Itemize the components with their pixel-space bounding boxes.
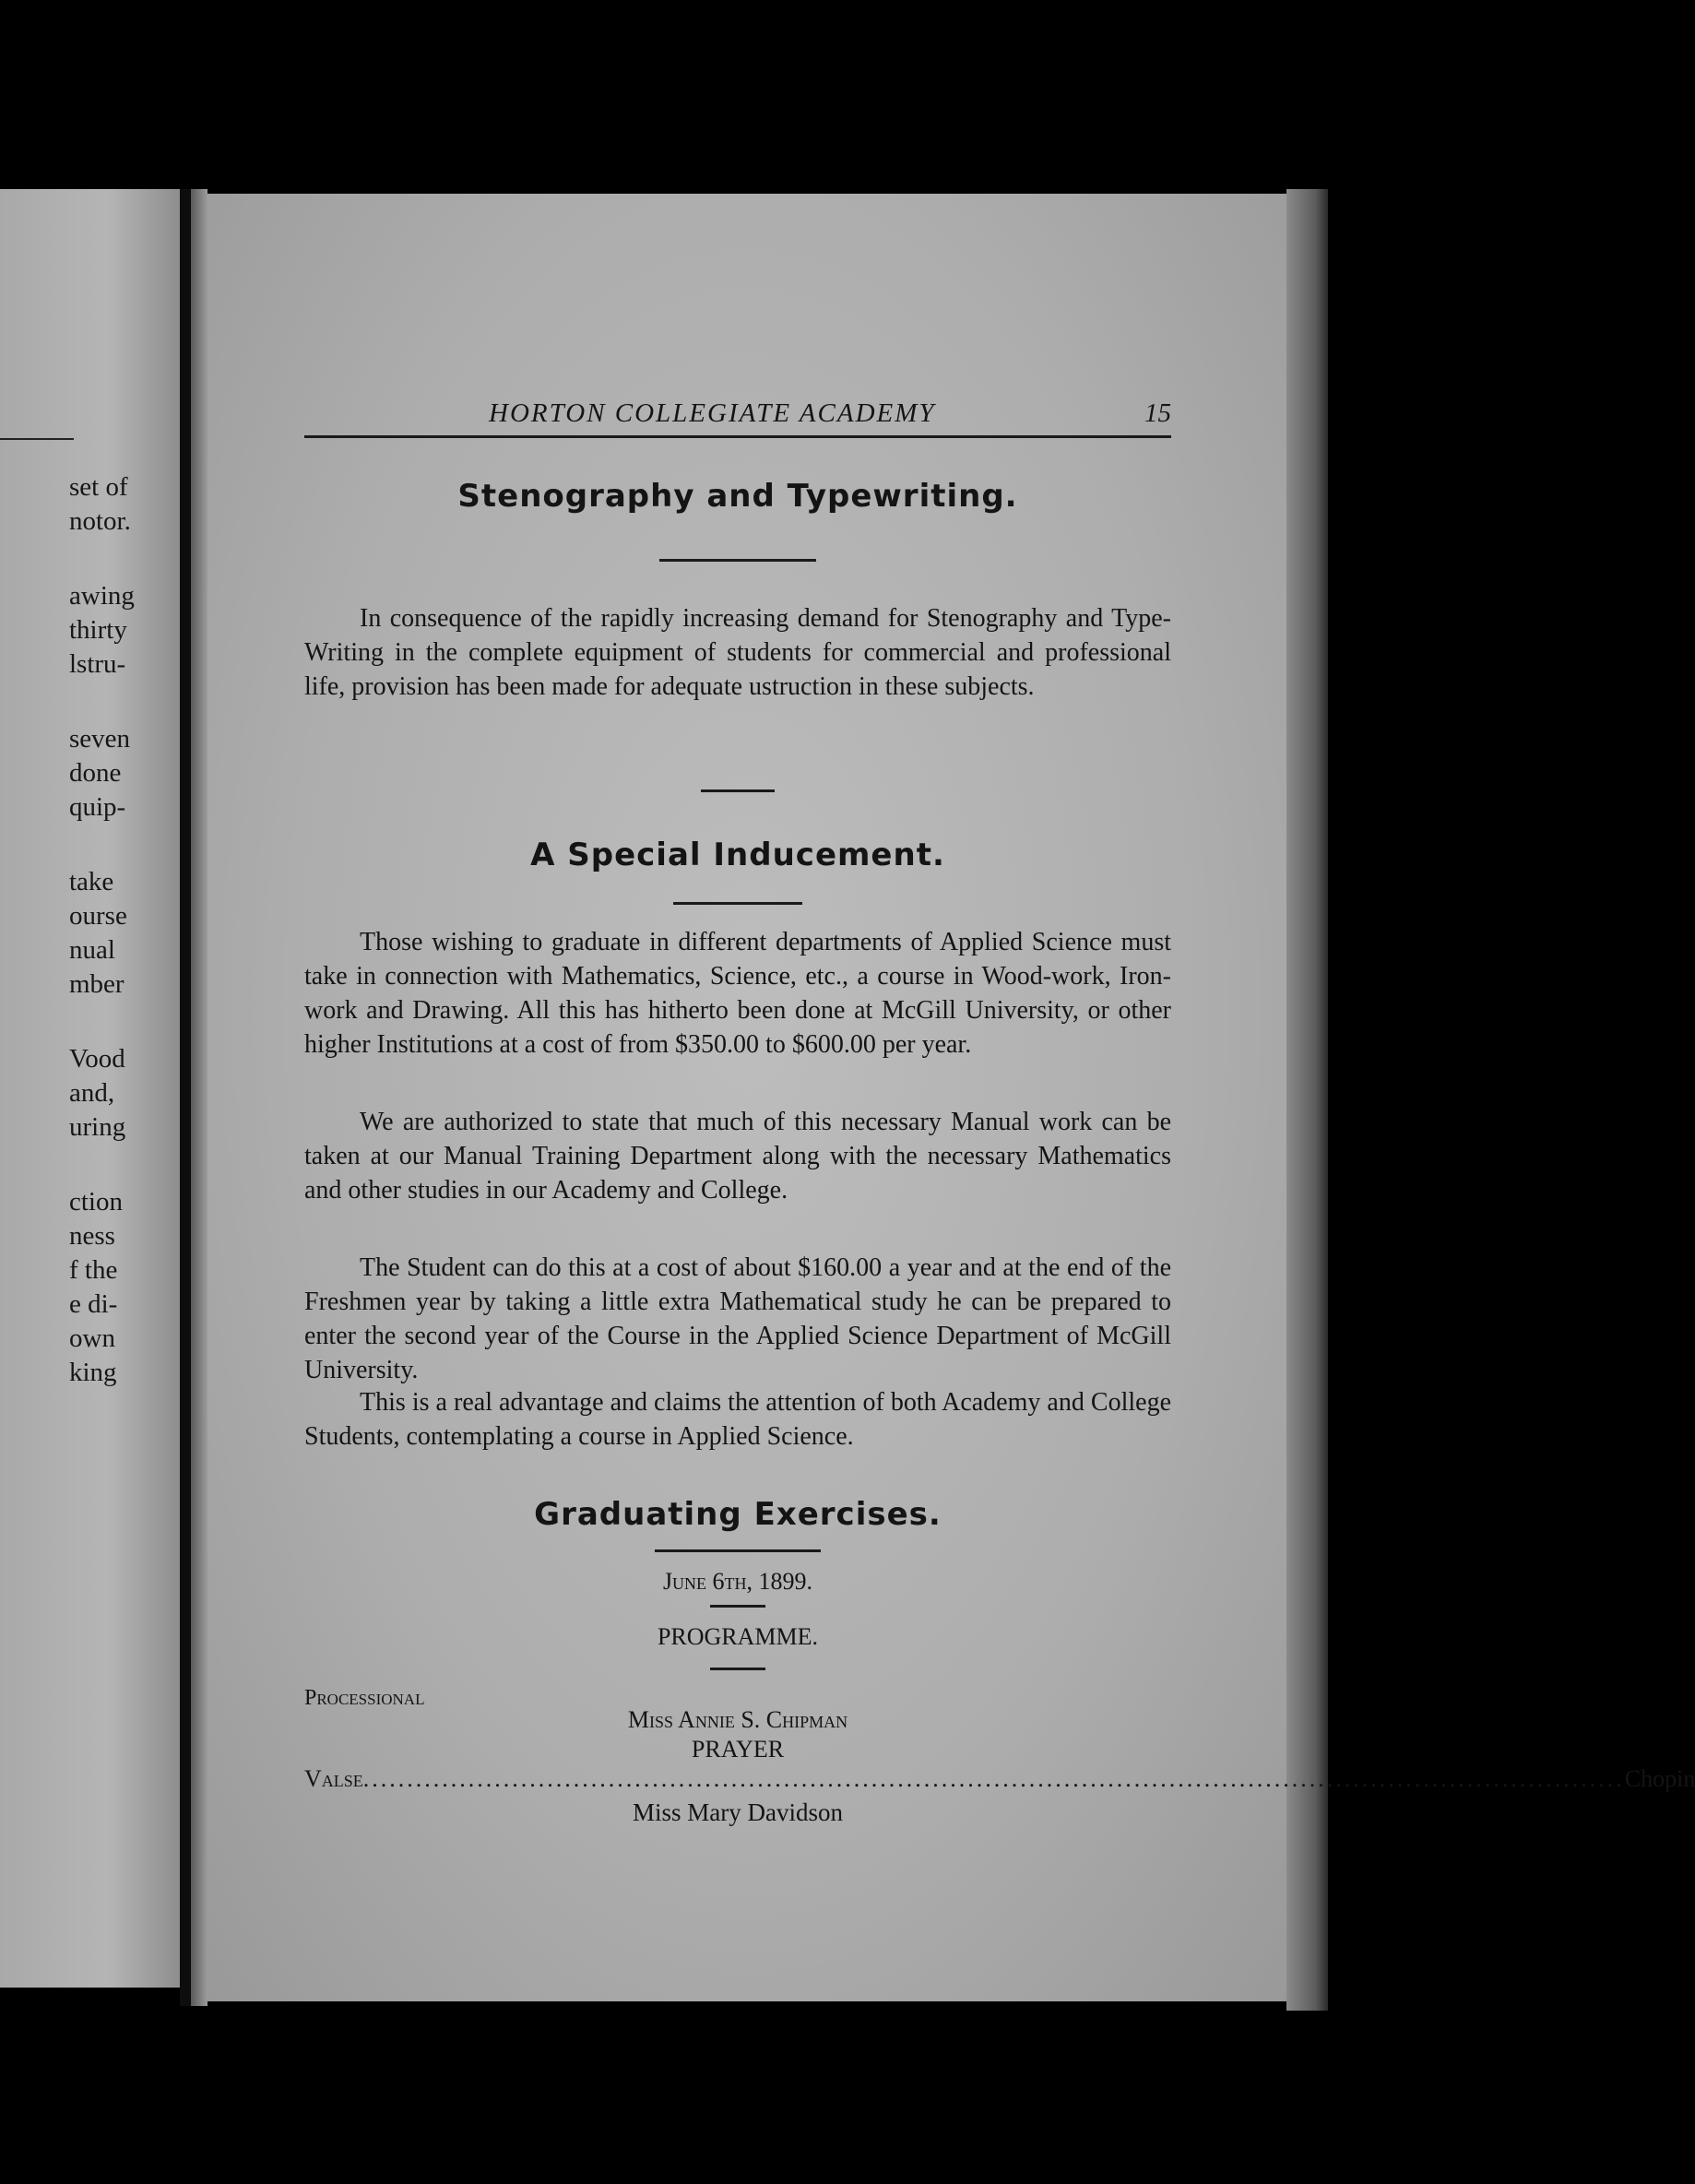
left-page-line: awing	[69, 581, 135, 611]
left-page-fragment	[0, 189, 180, 1988]
left-page-line: nual	[69, 935, 115, 965]
left-page-line: quip-	[69, 792, 126, 822]
prayer-line: PRAYER	[691, 1736, 785, 1763]
section-divider	[673, 902, 802, 905]
left-page-line: and,	[69, 1078, 115, 1108]
processional-label: Processional	[304, 1686, 425, 1710]
left-page-line: done	[69, 758, 122, 788]
left-page-line: take	[69, 867, 114, 896]
running-head	[304, 398, 1171, 438]
running-head-title: HORTON COLLEGIATE ACADEMY	[489, 398, 936, 428]
section-divider	[701, 789, 775, 792]
left-page-line: own	[69, 1323, 115, 1353]
section-divider	[655, 1549, 821, 1552]
left-page-line: ction	[69, 1187, 123, 1217]
paragraph: Those wishing to graduate in different departments of Applied Science must take in connection with Mathematics, Science, etc., a course in Wood-work, Iron-work and Drawing. All this has hitherto been done at McGill University, or other higher Institutions at a cost of from $350.00 to $600.00 per year.	[304, 928, 1171, 1059]
left-page-line: f the	[69, 1255, 118, 1285]
left-page-line: uring	[69, 1112, 126, 1142]
left-page-rule	[0, 438, 74, 440]
page-edge	[1286, 189, 1328, 2011]
section-divider	[710, 1668, 765, 1670]
programme-title: PROGRAMME.	[657, 1623, 819, 1650]
valse-composer: Chopin	[1624, 1765, 1695, 1792]
left-page-line: ourse	[69, 901, 127, 931]
left-page-line: mber	[69, 969, 124, 999]
left-page-line: king	[69, 1358, 117, 1387]
left-page-line: set of	[69, 472, 128, 502]
date-line: June 6th, 1899.	[662, 1568, 813, 1595]
left-page-line: Vood	[69, 1044, 125, 1074]
paragraph: The Student can do this at a cost of about $160.00 a year and at the end of the Freshmen year by taking a little extra Mathematical study he can be prepared to enter the second year of the Course in the Applied Science Department of McGill University.	[304, 1253, 1171, 1384]
page-number: 15	[1144, 398, 1171, 428]
paragraph: This is a real advantage and claims the attention of both Academy and College Students, contemplating a course in Applied Science.	[304, 1388, 1171, 1451]
paragraph: In consequence of the rapidly increasing demand for Stenography and Type-Writing in the complete equipment of students for commercial and professional life, provision has been made for adequate ustruction in these subjects.	[304, 604, 1171, 701]
left-page-line: e di-	[69, 1289, 118, 1319]
section-divider	[710, 1605, 765, 1608]
section-divider	[659, 559, 816, 562]
main-page	[207, 194, 1695, 2001]
valse-label: Valse	[304, 1765, 363, 1792]
dot-leader: ................................................................................................................................................	[362, 1765, 1625, 1792]
valse-performer: Miss Mary Davidson	[633, 1798, 843, 1826]
left-page-line: ness	[69, 1221, 115, 1251]
left-page-line: lstru-	[69, 649, 126, 679]
paragraph: We are authorized to state that much of this necessary Manual work can be taken at our Manual Training Department along with the necessary Mathematics and other studies in our Academy and College.	[304, 1108, 1171, 1205]
valse-row	[304, 1765, 1695, 1793]
section-heading-graduating-exercises: Graduating Exercises.	[534, 1496, 942, 1533]
left-page-line: notor.	[69, 506, 131, 536]
left-page-line: thirty	[69, 615, 127, 645]
book-gutter	[191, 189, 207, 2006]
book-spine	[180, 189, 191, 2006]
left-page-line: seven	[69, 724, 131, 754]
processional-performer: Miss Annie S. Chipman	[627, 1706, 848, 1733]
section-heading-stenography: Stenography and Typewriting.	[457, 478, 1018, 515]
section-heading-special-inducement: A Special Inducement.	[530, 837, 945, 873]
